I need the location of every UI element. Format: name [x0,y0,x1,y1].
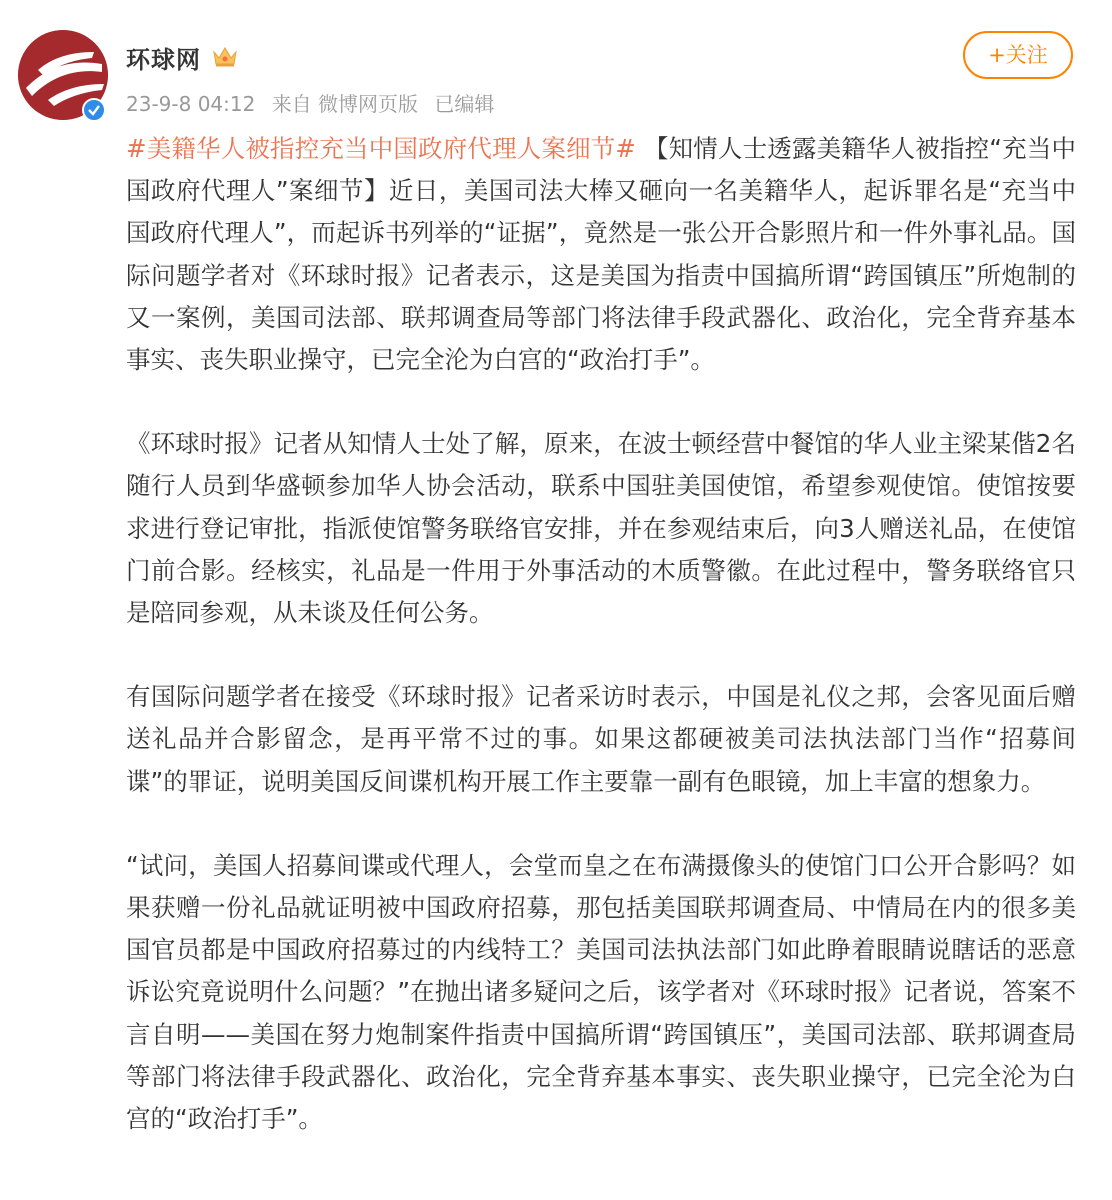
post-header [0,0,1112,130]
author-name[interactable]: 环球网 [126,46,201,74]
follow-button[interactable]: +关注 [963,31,1073,79]
post-paragraph-3: 有国际问题学者在接受《环球时报》记者采访时表示，中国是礼仪之邦，会客见面后赠送礼品并合影留念，是再平常不过的事。如果这都硬被美司法执法部门当作“招募间谍”的罪证，说明美国反间谍机构开展工作主要靠一副有色眼镜，加上丰富的想象力。 [126,682,1076,796]
post-body [126,128,1076,1182]
post-meta [126,88,504,117]
post-source: 来自 微博网页版 [271,92,419,116]
crown-icon [212,44,238,68]
post-paragraph-1 [126,128,1076,381]
hashtag-link[interactable]: #美籍华人被指控充当中国政府代理人案细节# [126,134,636,163]
post-paragraph-2: 《环球时报》记者从知情人士处了解，原来，在波士顿经营中餐馆的华人业主梁某偕2名随行人员到华盛顿参加华人协会活动，联系中国驻美国使馆，希望参观使馆。使馆按要求进行登记审批，指派使馆警务联络官安排，并在参观结束后，向3人赠送礼品，在使馆门前合影。经核实，礼品是一件用于外事活动的木质警徽。在此过程中，警务联络官只是陪同参观，从未谈及任何公务。 [126,429,1076,628]
post-paragraph-4: “试问，美国人招募间谍或代理人，会堂而皇之在布满摄像头的使馆门口公开合影吗？如果获赠一份礼品就证明被中国政府招募，那包括美国联邦调查局、中情局在内的很多美国官员都是中国政府招募过的内线特工？美国司法执法部门如此睁着眼睛说瞎话的恶意诉讼究竟说明什么问题？”在抛出诸多疑问之后，该学者对《环球时报》记者说，答案不言自明——美国在努力炮制案件指责中国搞所谓“跨国镇压”，美国司法部、联邦调查局等部门将法律手段武器化、政治化，完全背弃基本事实、丧失职业操守，已完全沦为白宫的“政治打手”。 [126,850,1076,1134]
post-time[interactable]: 23-9-8 04:12 [126,92,256,116]
post-edited: 已编辑 [434,92,495,116]
verified-check-icon [82,98,106,122]
paragraph-text: 【知情人士透露美籍华人被指控“充当中国政府代理人”案细节】近日，美国司法大棒又砸向一名美籍华人，起诉罪名是“充当中国政府代理人”，而起诉书列举的“证据”，竟然是一张公开合影照片和一件外事礼品。国际问题学者对《环球时报》记者表示，这是美国为指责中国搞所谓“跨国镇压”所炮制的又一案例，美国司法部、联邦调查局等部门将法律手段武器化、政治化，完全背弃基本事实、丧失职业操守，已完全沦为白宫的“政治打手”。 [126,134,1076,375]
